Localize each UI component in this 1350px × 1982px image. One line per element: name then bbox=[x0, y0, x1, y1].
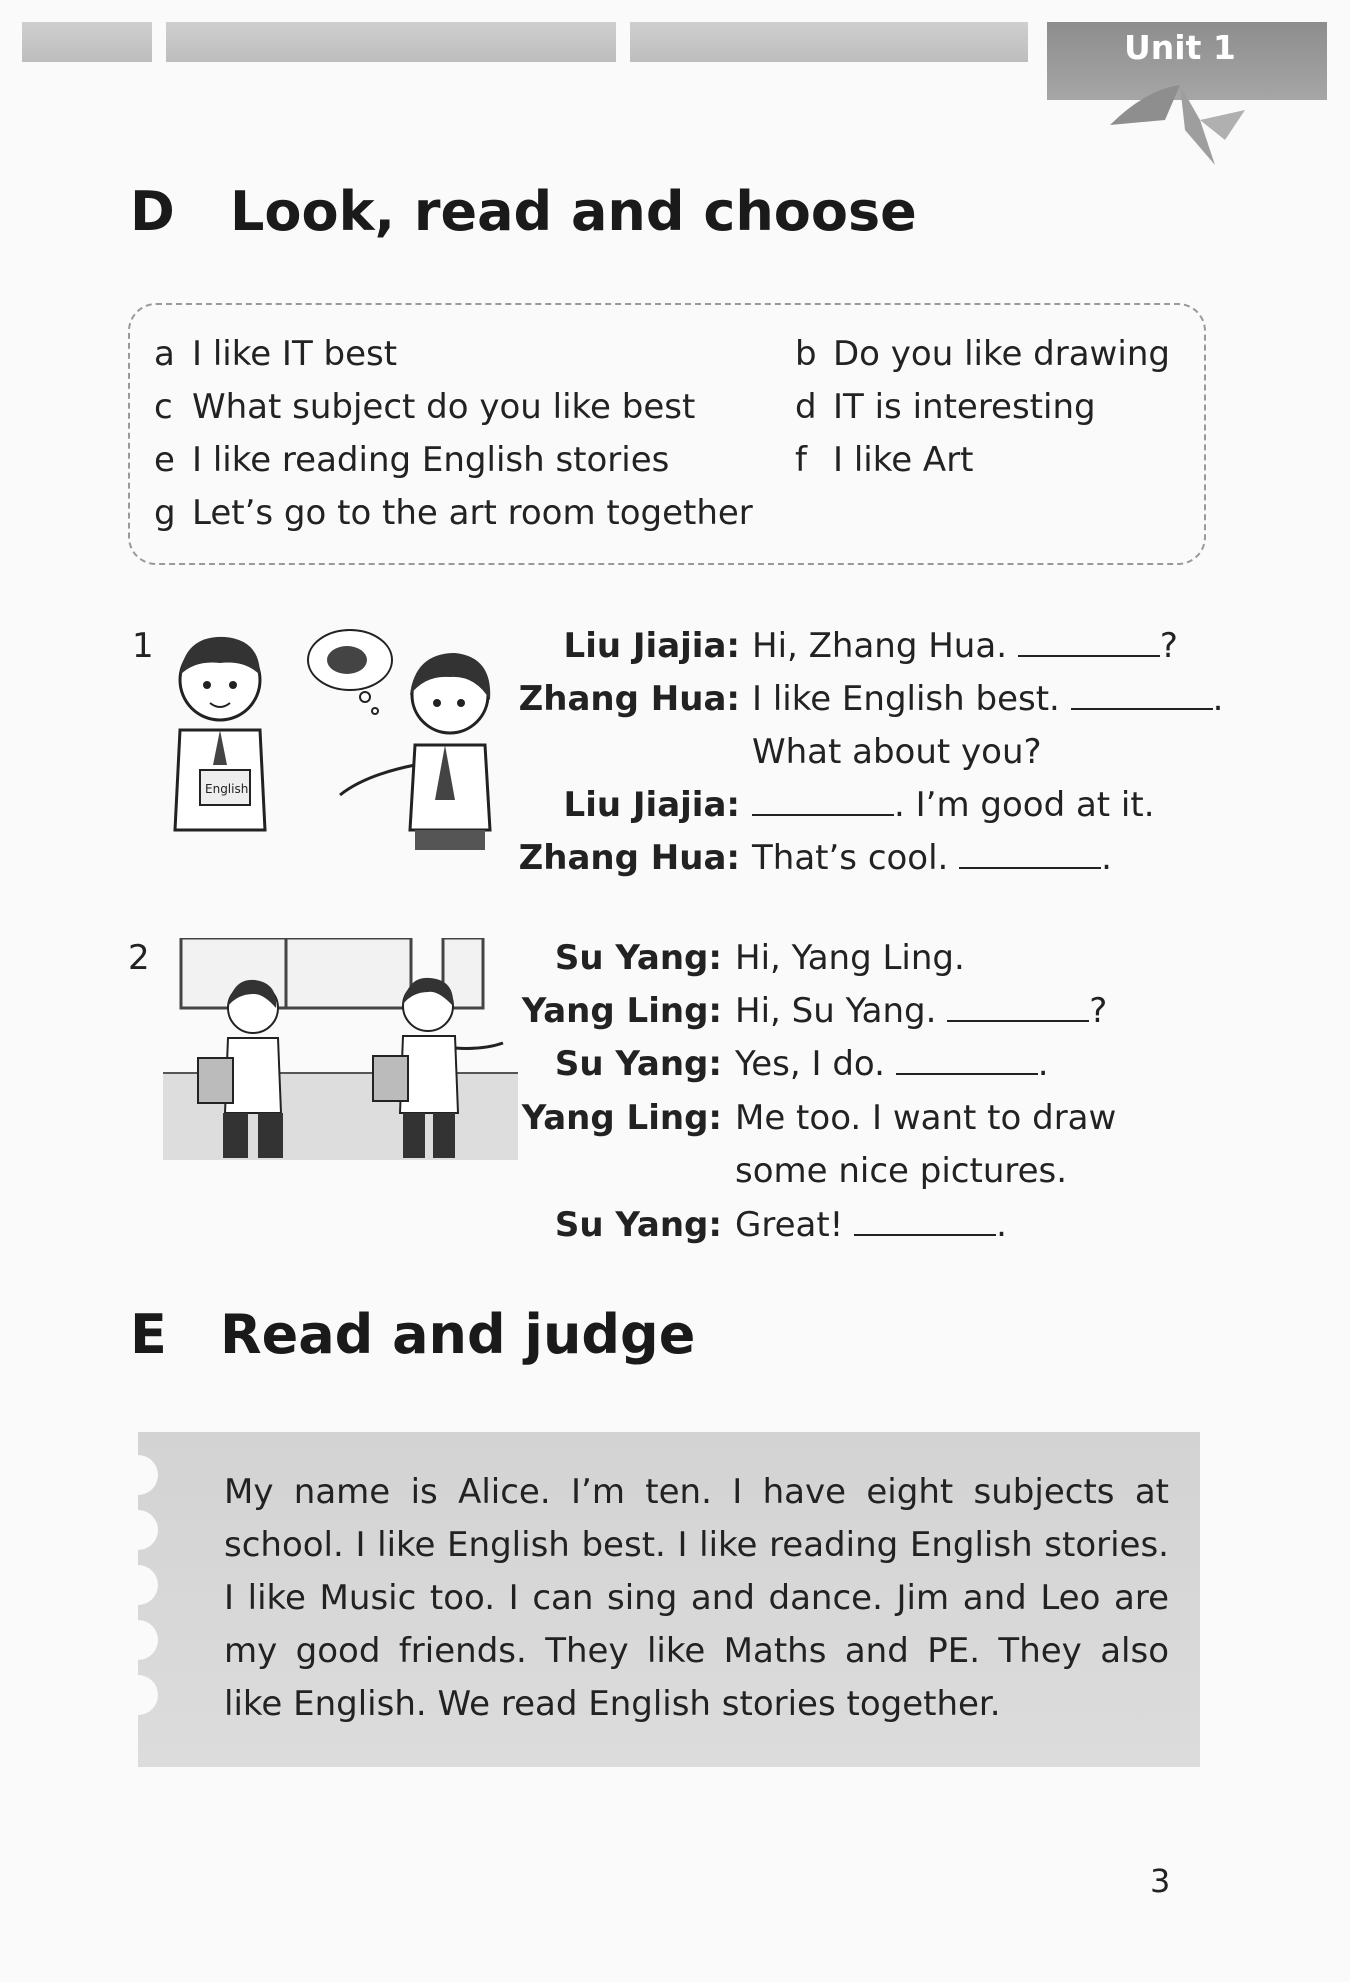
dialog-2-speaker-4: Yang Ling: bbox=[521, 1098, 722, 1138]
section-e-title: Read and judge bbox=[220, 1303, 696, 1366]
dialog-2-number: 2 bbox=[128, 938, 150, 978]
dialog-2-speaker-2: Yang Ling: bbox=[521, 991, 722, 1031]
dialog-2-line-2: Hi, Su Yang. ? bbox=[735, 991, 1108, 1031]
header-bar-2 bbox=[166, 22, 616, 62]
answer-blank[interactable] bbox=[854, 1206, 996, 1236]
section-d-letter: D bbox=[130, 180, 175, 243]
header-bar-3 bbox=[630, 22, 1028, 62]
choice-g: g Let’s go to the art room together bbox=[154, 493, 753, 533]
dialog-2-line-1: Hi, Yang Ling. bbox=[735, 938, 965, 978]
dialog-1-line-3: What about you? bbox=[752, 732, 1042, 772]
unit-label: Unit 1 bbox=[1124, 28, 1236, 67]
section-d-title: Look, read and choose bbox=[230, 180, 917, 243]
dialog-2-speaker-6: Su Yang: bbox=[554, 1205, 722, 1245]
dialog-1-number: 1 bbox=[132, 626, 154, 666]
dialog-1-line-1: Hi, Zhang Hua. ? bbox=[752, 626, 1178, 666]
dialog-1-speaker-4: Liu Jiajia: bbox=[563, 785, 740, 825]
answer-blank[interactable] bbox=[752, 786, 894, 816]
dialog-1-speaker-5: Zhang Hua: bbox=[518, 838, 740, 878]
dialog-1-speaker-2: Zhang Hua: bbox=[518, 679, 740, 719]
dialog-1-illustration bbox=[165, 625, 515, 855]
dialog-1-speaker-1: Liu Jiajia: bbox=[563, 626, 740, 666]
choice-a: a I like IT best bbox=[154, 334, 398, 374]
answer-blank[interactable] bbox=[959, 839, 1101, 869]
book-label: English bbox=[205, 782, 249, 796]
answer-blank[interactable] bbox=[896, 1045, 1038, 1075]
answer-blank[interactable] bbox=[947, 992, 1089, 1022]
header-bar-1 bbox=[22, 22, 152, 62]
answer-blank[interactable] bbox=[1071, 680, 1213, 710]
dialog-2-line-3: Yes, I do. . bbox=[735, 1044, 1049, 1084]
dialog-2-line-6: Great! . bbox=[735, 1205, 1007, 1245]
dialog-2-speaker-3: Su Yang: bbox=[554, 1044, 722, 1084]
dialog-2-line-4: Me too. I want to draw bbox=[735, 1098, 1117, 1138]
dialog-1-line-4: . I’m good at it. bbox=[752, 785, 1155, 825]
choice-e: e I like reading English stories bbox=[154, 440, 670, 480]
choice-c: c What subject do you like best bbox=[154, 387, 696, 427]
answer-blank[interactable] bbox=[1018, 627, 1160, 657]
choice-f: f I like Art bbox=[795, 440, 974, 480]
leaf-decoration-icon bbox=[1105, 80, 1255, 170]
dialog-1-line-2: I like English best. . bbox=[752, 679, 1224, 719]
page-number: 3 bbox=[1150, 1862, 1171, 1900]
reading-passage: My name is Alice. I’m ten. I have eight subjects at school. I like English best. I like reading English stories. I like Music too. I can sing and dance. Jim and Leo are my good friends. They like Maths and PE. They also like English. We read English stories together. bbox=[224, 1472, 1169, 1724]
dialog-1-line-5: That’s cool. . bbox=[752, 838, 1112, 878]
dialog-2-speaker-1: Su Yang: bbox=[554, 938, 722, 978]
choice-d: d IT is interesting bbox=[795, 387, 1096, 427]
dialog-2-line-5: some nice pictures. bbox=[735, 1151, 1068, 1191]
spiral-binding-icon bbox=[138, 1450, 198, 1750]
dialog-2-illustration bbox=[163, 938, 518, 1160]
choice-b: b Do you like drawing bbox=[795, 334, 1170, 374]
section-e-letter: E bbox=[130, 1303, 167, 1366]
